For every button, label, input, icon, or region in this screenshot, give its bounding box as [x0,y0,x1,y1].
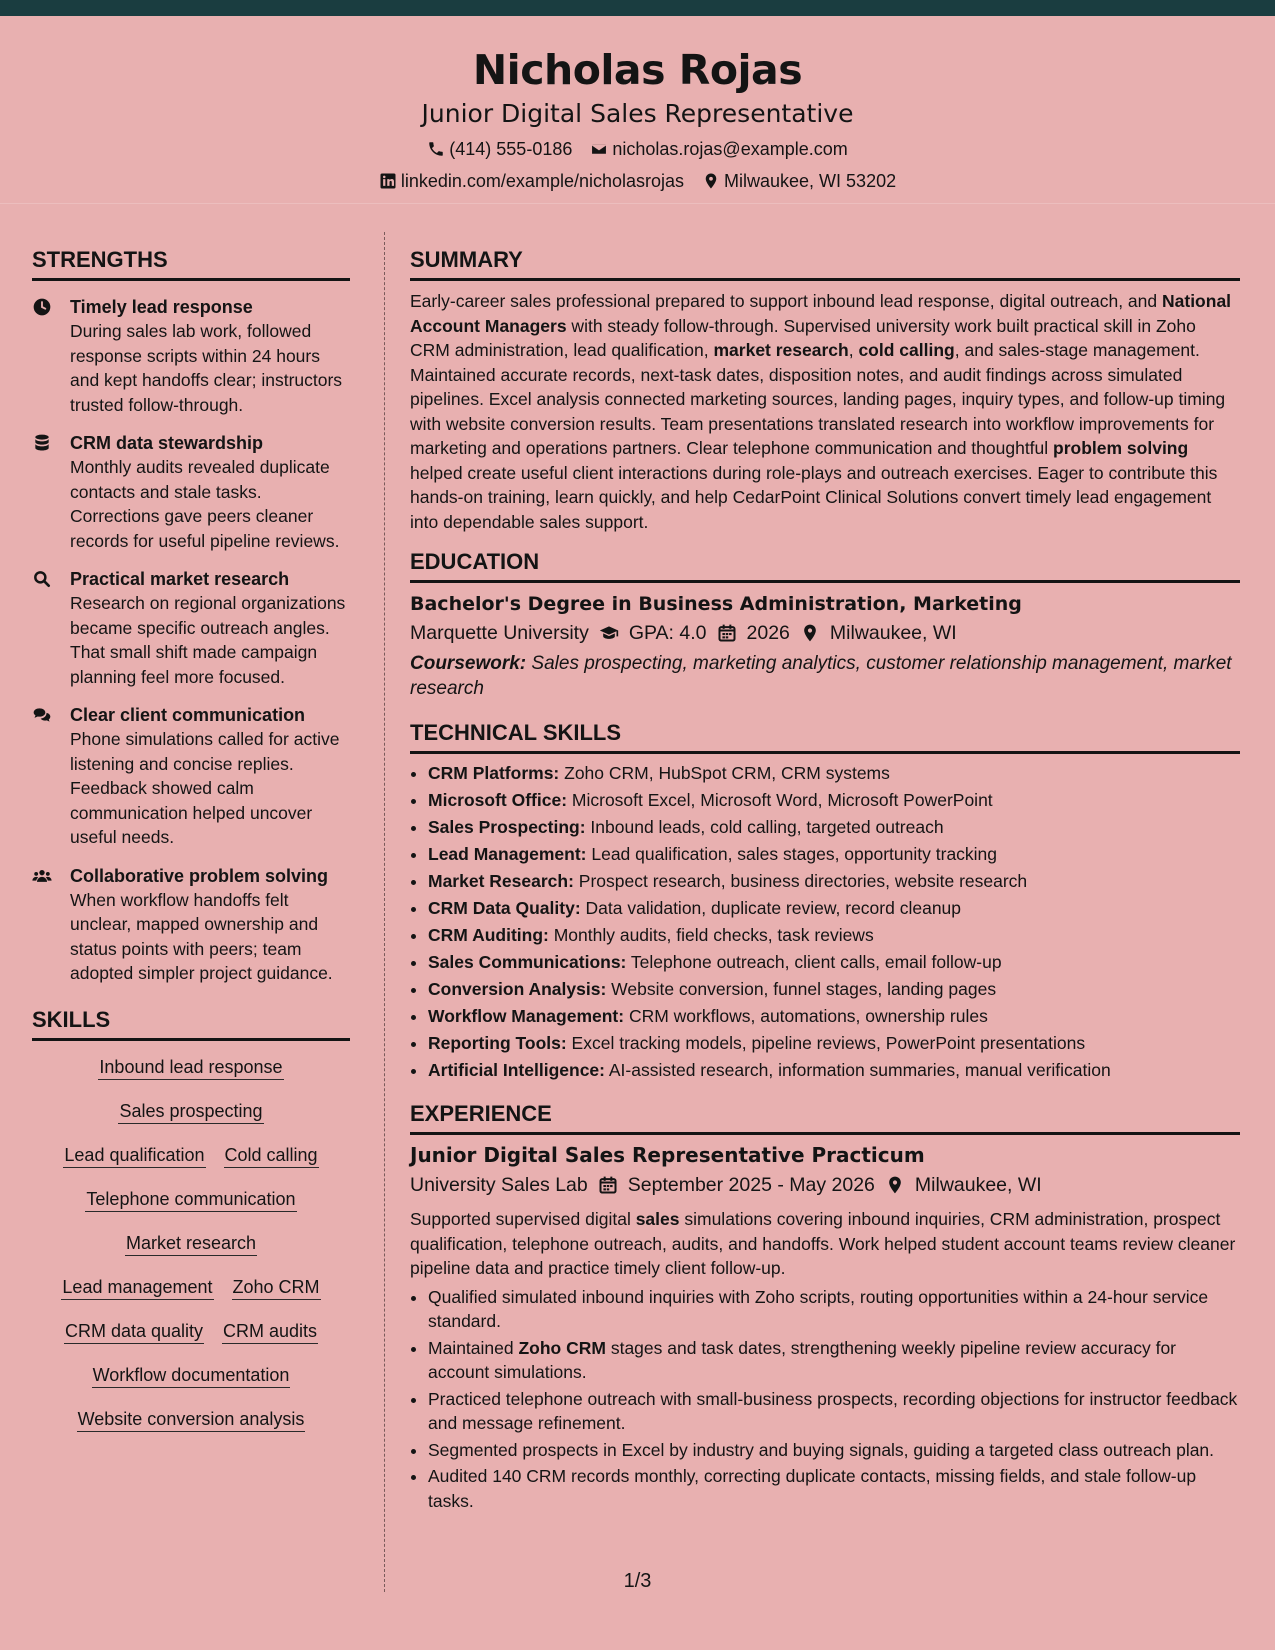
skill-chip: CRM audits [222,1319,318,1344]
strength-item [32,295,350,417]
calendar-icon [598,1175,618,1195]
contact-row-2 [0,168,1275,194]
experience-heading: EXPERIENCE [410,1100,1240,1135]
search-icon [32,569,52,589]
email-contact[interactable] [590,136,847,162]
contact-row-1 [0,136,1275,162]
database-icon [32,433,52,453]
resume-header [0,16,1275,204]
skill-chip: Cold calling [224,1143,319,1168]
strength-item [32,567,350,689]
gpa: GPA: 4.0 [628,622,707,644]
technical-skills-section [410,719,1240,1084]
job-meta [410,1171,1240,1199]
education-section [410,548,1240,701]
skill-chip: CRM data quality [64,1319,204,1344]
skill-chip: Inbound lead response [98,1055,283,1080]
strength-title: Timely lead response [70,297,253,317]
skill-chip: Lead management [61,1275,213,1300]
clock-icon [32,297,52,317]
school-name: Marquette University [410,622,589,644]
employer: University Sales Lab [410,1174,588,1196]
list-item: • Maintained Zoho CRM stages and task dates, strengthening weekly pipeline review accuracy for account simulations. [428,1336,1240,1385]
linkedin-contact[interactable] [379,168,684,194]
map-marker-icon [800,623,820,643]
summary-section [410,246,1240,534]
skill-chip: Website conversion analysis [77,1407,306,1432]
skill-chip: Lead qualification [63,1143,205,1168]
comments-icon [32,705,52,725]
right-column [410,246,1240,1515]
list-item: • Sales Prospecting: Inbound leads, cold calling, targeted outreach [428,814,1240,841]
strengths-section [32,246,350,986]
header-separator [0,203,1275,204]
experience-section [410,1100,1240,1513]
strength-title: CRM data stewardship [70,433,264,453]
location-contact [702,168,896,194]
skills-heading: SKILLS [32,1006,350,1041]
list-item: • Sales Communications: Telephone outreach, client calls, email follow-up [428,949,1240,976]
strengths-heading: STRENGTHS [32,246,350,281]
education-meta [410,619,1240,647]
list-item: • Qualified simulated inbound inquiries with Zoho scripts, routing opportunities within a 24-hour service standard. [428,1285,1240,1334]
summary-heading: SUMMARY [410,246,1240,281]
page-number: 1/3 [623,1570,652,1592]
job-location: Milwaukee, WI [914,1174,1042,1196]
location-text: Milwaukee, WI 53202 [724,171,897,191]
job-title: Junior Digital Sales Representative Practicum [410,1143,925,1167]
linkedin-icon [379,172,397,190]
phone-contact [427,136,572,162]
calendar-icon [717,623,737,643]
top-accent-bar [0,0,1275,16]
list-item: • Workflow Management: CRM workflows, automations, ownership rules [428,1003,1240,1030]
skill-chip: Telephone communication [85,1187,296,1212]
strength-item [32,703,350,850]
list-item: • Artificial Intelligence: AI-assisted research, information summaries, manual verification [428,1057,1240,1084]
job-dates: September 2025 - May 2026 [627,1174,875,1196]
strength-item [32,431,350,553]
list-item: • CRM Auditing: Monthly audits, field checks, task reviews [428,922,1240,949]
education-heading: EDUCATION [410,548,1240,583]
list-item: • Segmented prospects in Excel by industry and buying signals, guiding a targeted class outreach plan. [428,1438,1240,1463]
users-icon [32,866,52,886]
list-item: • CRM Data Quality: Data validation, duplicate review, record cleanup [428,895,1240,922]
linkedin-url[interactable]: linkedin.com/example/nicholasrojas [400,171,685,191]
coursework: Coursework: Sales prospecting, marketing analytics, customer relationship management, market research [410,653,1232,699]
list-item: • Audited 140 CRM records monthly, correcting duplicate contacts, missing fields, and stale follow-up tasks. [428,1464,1240,1513]
school-location: Milwaukee, WI [829,622,957,644]
technical-skills-list [410,760,1240,1084]
strength-description: During sales lab work, followed response scripts within 24 hours and kept handoffs clear; instructors trusted follow-through. [70,321,343,415]
strength-description: Research on regional organizations became specific outreach angles. That small shift made campaign planning feel more focused. [70,593,346,687]
column-divider [384,232,385,1592]
technical-skills-heading: TECHNICAL SKILLS [410,719,1240,754]
strength-title: Collaborative problem solving [70,865,329,886]
phone-number: (414) 555-0186 [449,139,573,159]
list-item: • Lead Management: Lead qualification, sales stages, opportunity tracking [428,841,1240,868]
skill-chip: Market research [125,1231,257,1256]
candidate-title: Junior Digital Sales Representative [421,99,854,128]
skills-list [32,1055,350,1432]
email-address[interactable]: nicholas.rojas@example.com [612,139,848,159]
skills-section [32,1006,350,1432]
strength-title: Practical market research [70,569,290,589]
graduation-cap-icon [599,623,619,643]
skill-chip: Sales prospecting [118,1099,263,1124]
skill-chip: Zoho CRM [232,1275,321,1300]
phone-icon [427,140,445,158]
envelope-icon [590,140,608,158]
candidate-name: Nicholas Rojas [472,46,803,94]
strength-description: Monthly audits revealed duplicate contacts and stale tasks. Corrections gave peers cleaner records for useful pipeline reviews. [70,457,340,551]
summary-text: Early-career sales professional prepared to support inbound lead response, digital outreach, and National Account Managers with steady follow-through. Supervised university work built practical skill in Zoho CRM administration, lead qualification, market research, cold calling, and sales-stage management. Maintained accurate records, next-task dates, disposition notes, and audit findings across simulated pipelines. Excel analysis connected marketing sources, landing pages, inquiry types, and follow-up timing with website conversion results. Team presentations translated research into workflow improvements for marketing and operations partners. Clear telephone communication and thoughtful problem solving helped create useful client interactions during role-plays and outreach exercises. Eager to contribute this hands-on training, learn quickly, and help CedarPoint Clinical Solutions convert timely lead engagement into dependable sales support. [410,291,1232,532]
skill-chip: Workflow documentation [92,1363,291,1388]
strength-item [32,864,350,986]
list-item: • Microsoft Office: Microsoft Excel, Microsoft Word, Microsoft PowerPoint [428,787,1240,814]
strength-title: Clear client communication [70,705,306,725]
strength-description: When workflow handoffs felt unclear, mapped ownership and status points with peers; team adopted simpler project guidance. [70,889,333,983]
map-marker-icon [885,1175,905,1195]
left-column [32,246,350,1451]
list-item: • Conversion Analysis: Website conversion, funnel stages, landing pages [428,976,1240,1003]
map-marker-icon [702,172,720,190]
job-bullets [410,1285,1240,1514]
job-intro: Supported supervised digital sales simulations covering inbound inquiries, CRM administration, prospect qualification, telephone outreach, audits, and handoffs. Work helped student account teams review cleaner pipeline data and practice timely client follow-up. [410,1209,1236,1278]
degree-title: Bachelor's Degree in Business Administration, Marketing [410,593,1022,615]
graduation-year: 2026 [746,622,790,644]
list-item: • Practiced telephone outreach with small-business prospects, recording objections for instructor feedback and message refinement. [428,1387,1240,1436]
list-item: • CRM Platforms: Zoho CRM, HubSpot CRM, CRM systems [428,760,1240,787]
strength-description: Phone simulations called for active listening and concise replies. Feedback showed calm communication helped uncover useful needs. [70,729,340,847]
list-item: • Market Research: Prospect research, business directories, website research [428,868,1240,895]
list-item: • Reporting Tools: Excel tracking models, pipeline reviews, PowerPoint presentations [428,1030,1240,1057]
